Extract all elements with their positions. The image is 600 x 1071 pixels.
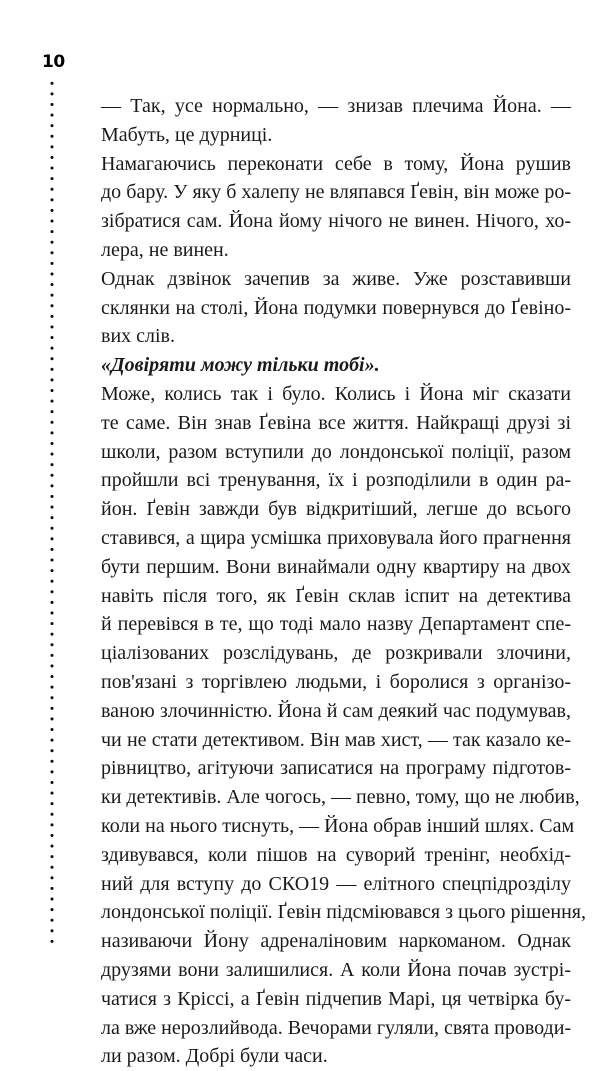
- paragraph: [101, 380, 586, 1071]
- body-text: [101, 92, 586, 1071]
- page-number: 10: [42, 52, 65, 72]
- text-line: Мабуть, це дурниці.: [101, 123, 273, 146]
- paragraph: [101, 351, 571, 380]
- text-line: ли разом. Добрі були часи.: [101, 1045, 328, 1068]
- text-line: й перевівся в те, що тоді мало назву Департамент спе-: [101, 613, 571, 636]
- text-line: ставився, а щира усмішка приховувала його прагнення: [101, 526, 571, 549]
- text-line: ла вже нерозлийвода. Вечорами гуляли, свята проводи-: [101, 1016, 572, 1039]
- text-line: називаючи Йону адреналіновим наркоманом. Однак: [101, 930, 571, 953]
- text-line: Однак дзвінок зачепив за живе. Уже розставивши: [101, 267, 571, 290]
- text-line: навіть після того, як Ґевін склав іспит на детектива: [101, 584, 571, 607]
- text-line: «Довіряти можу тільки тобі».: [101, 354, 380, 377]
- text-line: до бару. У яку б халепу не вляпався Ґевін, він може ро-: [101, 181, 571, 204]
- dotted-margin-rule: [50, 78, 54, 946]
- text-line: лондонської поліції. Ґевін підсміювався з цього рішення,: [101, 901, 586, 924]
- text-line: йон. Ґевін завжди був відкритіший, легше до всього: [101, 498, 571, 521]
- text-line: школи, разом вступили до лондонської поліції, разом: [101, 440, 571, 463]
- text-line: лера, не винен.: [101, 238, 229, 261]
- text-line: пройшли всі тренування, їх і розподілили в один ра-: [101, 469, 571, 492]
- text-line: — Так, усе нормально, — знизав плечима Йона. —: [101, 95, 571, 117]
- text-line: рівництво, агітуючи записатися на програму підготов-: [101, 757, 571, 780]
- text-line: склянки на столі, Йона подумки повернувся до Ґевіно-: [101, 296, 571, 319]
- text-line: ціалізованих розслідувань, де розкривали злочини,: [101, 642, 571, 665]
- text-line: бути першим. Вони винаймали одну квартиру на двох: [101, 555, 571, 578]
- text-line: ваною злочинністю. Йона й сам деякий час подумував,: [101, 699, 571, 722]
- paragraph: [101, 92, 571, 150]
- text-line: те саме. Він знав Ґевіна все життя. Найкращі друзі зі: [101, 411, 571, 434]
- text-line: Намагаючись переконати себе в тому, Йона рушив: [101, 152, 571, 175]
- text-line: здивувався, коли пішов на суворий тренінг, необхід-: [101, 843, 571, 866]
- paragraph: [101, 265, 571, 351]
- text-line: пов'язані з торгівлею людьми, і боролися з організо-: [101, 670, 571, 693]
- text-line: Може, колись так і було. Колись і Йона міг сказати: [101, 382, 571, 405]
- text-line: чи не стати детективом. Він мав хист, — так казало ке-: [101, 728, 571, 751]
- text-line: чатися з Кріссі, а Ґевін підчепив Марі, ця четвірка бу-: [101, 987, 571, 1010]
- text-line: зібратися сам. Йона йому нічого не винен. Нічого, хо-: [101, 210, 571, 233]
- paragraph: [101, 150, 571, 265]
- text-line: друзями вони залишилися. А коли Йона почав зустрі-: [101, 958, 571, 981]
- text-line: ний для вступу до СКО19 — елітного спецпідрозділу: [101, 872, 571, 895]
- text-line: коли на нього тиснуть, — Йона обрав інший шлях. Сам: [101, 814, 575, 837]
- text-line: вих слів.: [101, 325, 176, 348]
- text-line: ки детективів. Але чогось, — певно, тому, що не любив,: [101, 786, 580, 809]
